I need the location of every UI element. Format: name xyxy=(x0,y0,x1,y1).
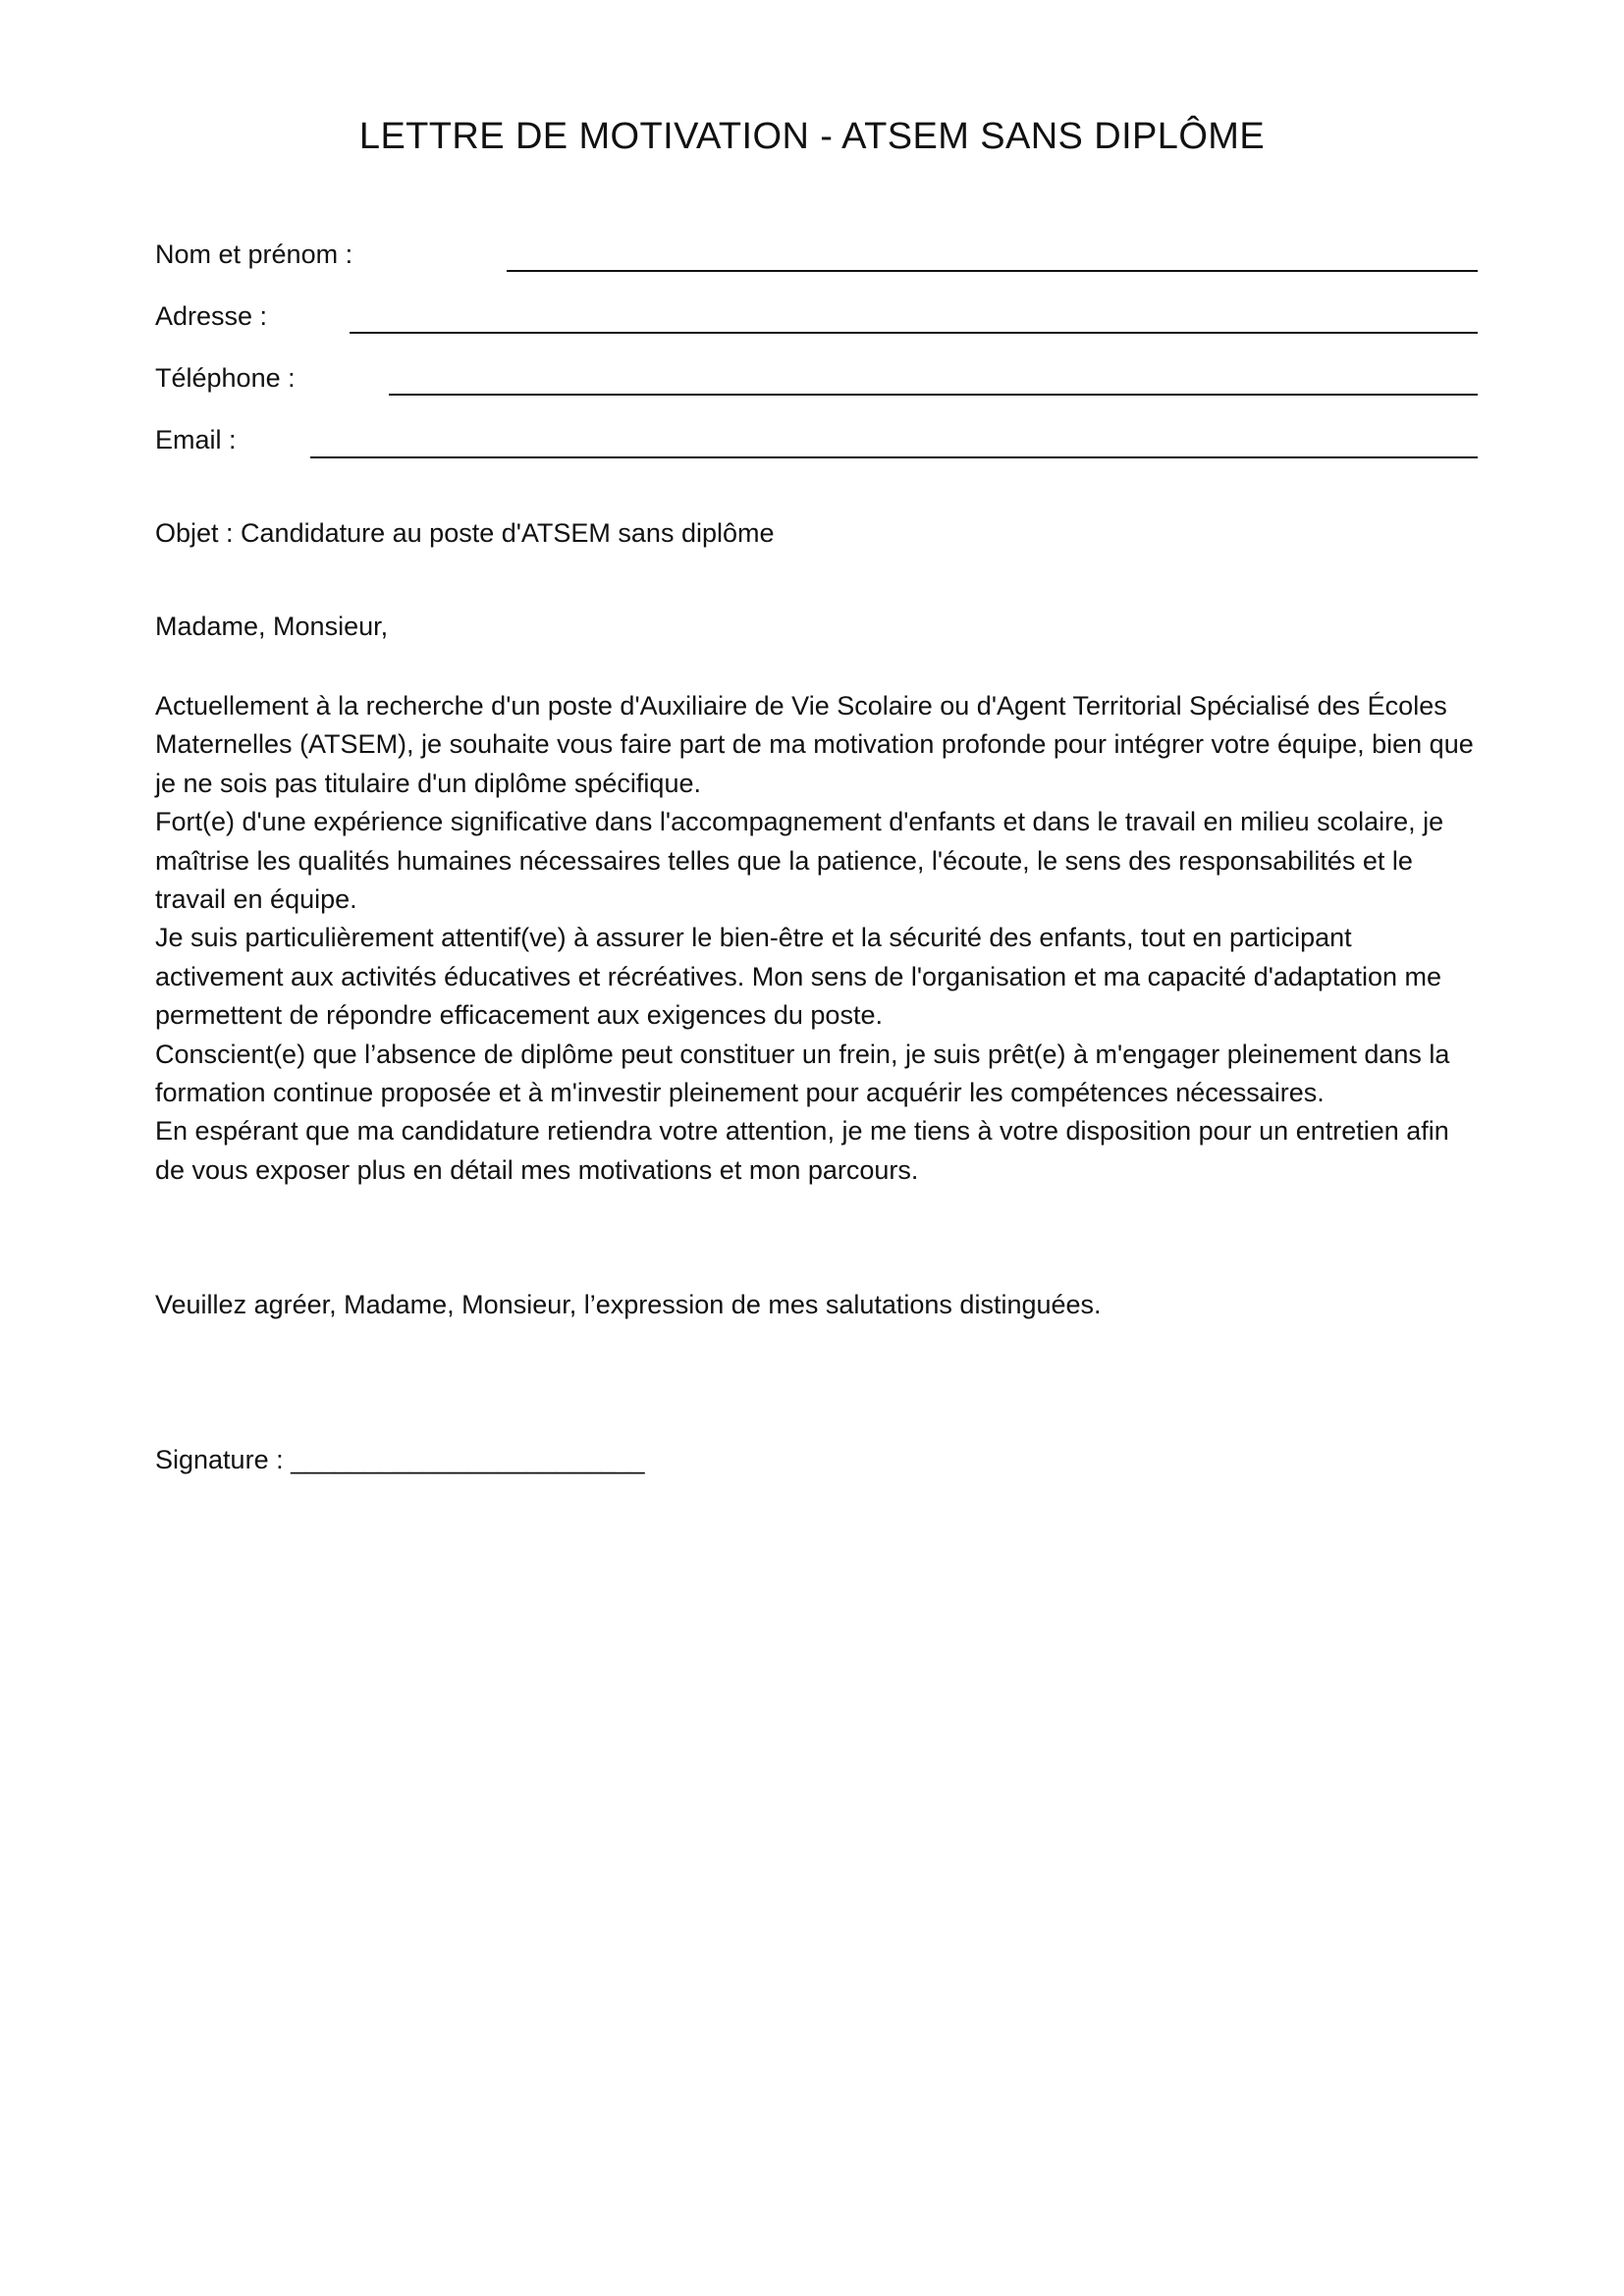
field-label-address: Adresse : xyxy=(155,301,268,331)
field-line-address[interactable] xyxy=(350,332,1478,334)
letter-salutation: Madame, Monsieur, xyxy=(155,612,389,641)
letter-body xyxy=(155,687,1481,1190)
field-line-name[interactable] xyxy=(507,270,1478,272)
field-label-name: Nom et prénom : xyxy=(155,240,353,269)
letter-subject: Objet : Candidature au poste d'ATSEM sans diplôme xyxy=(155,518,775,548)
body-paragraph: Conscient(e) que l’absence de diplôme peut constituer un frein, je suis prêt(e) à m'engager pleinement dans la formation continue proposée et à m'investir pleinement pour acquérir les compétences nécessaires. xyxy=(155,1039,1450,1108)
letter-closing: Veuillez agréer, Madame, Monsieur, l’expression de mes salutations distinguées. xyxy=(155,1290,1102,1319)
document-title: LETTRE DE MOTIVATION - ATSEM SANS DIPLÔME xyxy=(358,116,1266,157)
field-line-email[interactable] xyxy=(310,456,1478,458)
field-label-phone: Téléphone : xyxy=(155,363,296,393)
body-paragraph: Actuellement à la recherche d'un poste d'Auxiliaire de Vie Scolaire ou d'Agent Territorial Spécialisé des Écoles Maternelles (ATSEM), je souhaite vous faire part de ma motivation profonde pour intégrer votre équipe, bien que je ne sois pas titulaire d'un diplôme spécifique. xyxy=(155,691,1474,798)
field-label-email: Email : xyxy=(155,425,237,454)
body-paragraph: Fort(e) d'une expérience significative dans l'accompagnement d'enfants et dans le travail en milieu scolaire, je maîtrise les qualités humaines nécessaires telles que la patience, l'écoute, le sens des responsabilités et le travail en équipe. xyxy=(155,807,1444,915)
signature-line[interactable]: Signature : ________________________ xyxy=(155,1445,645,1474)
body-paragraph: Je suis particulièrement attentif(ve) à assurer le bien-être et la sécurité des enfants, tout en participant activement aux activités éducatives et récréatives. Mon sens de l'organisation et ma capacité d'adaptation me permettent de répondre efficacement aux exigences du poste. xyxy=(155,923,1442,1031)
body-paragraph: En espérant que ma candidature retiendra votre attention, je me tiens à votre disposition pour un entretien afin de vous exposer plus en détail mes motivations et mon parcours. xyxy=(155,1116,1449,1185)
field-line-phone[interactable] xyxy=(389,394,1478,396)
